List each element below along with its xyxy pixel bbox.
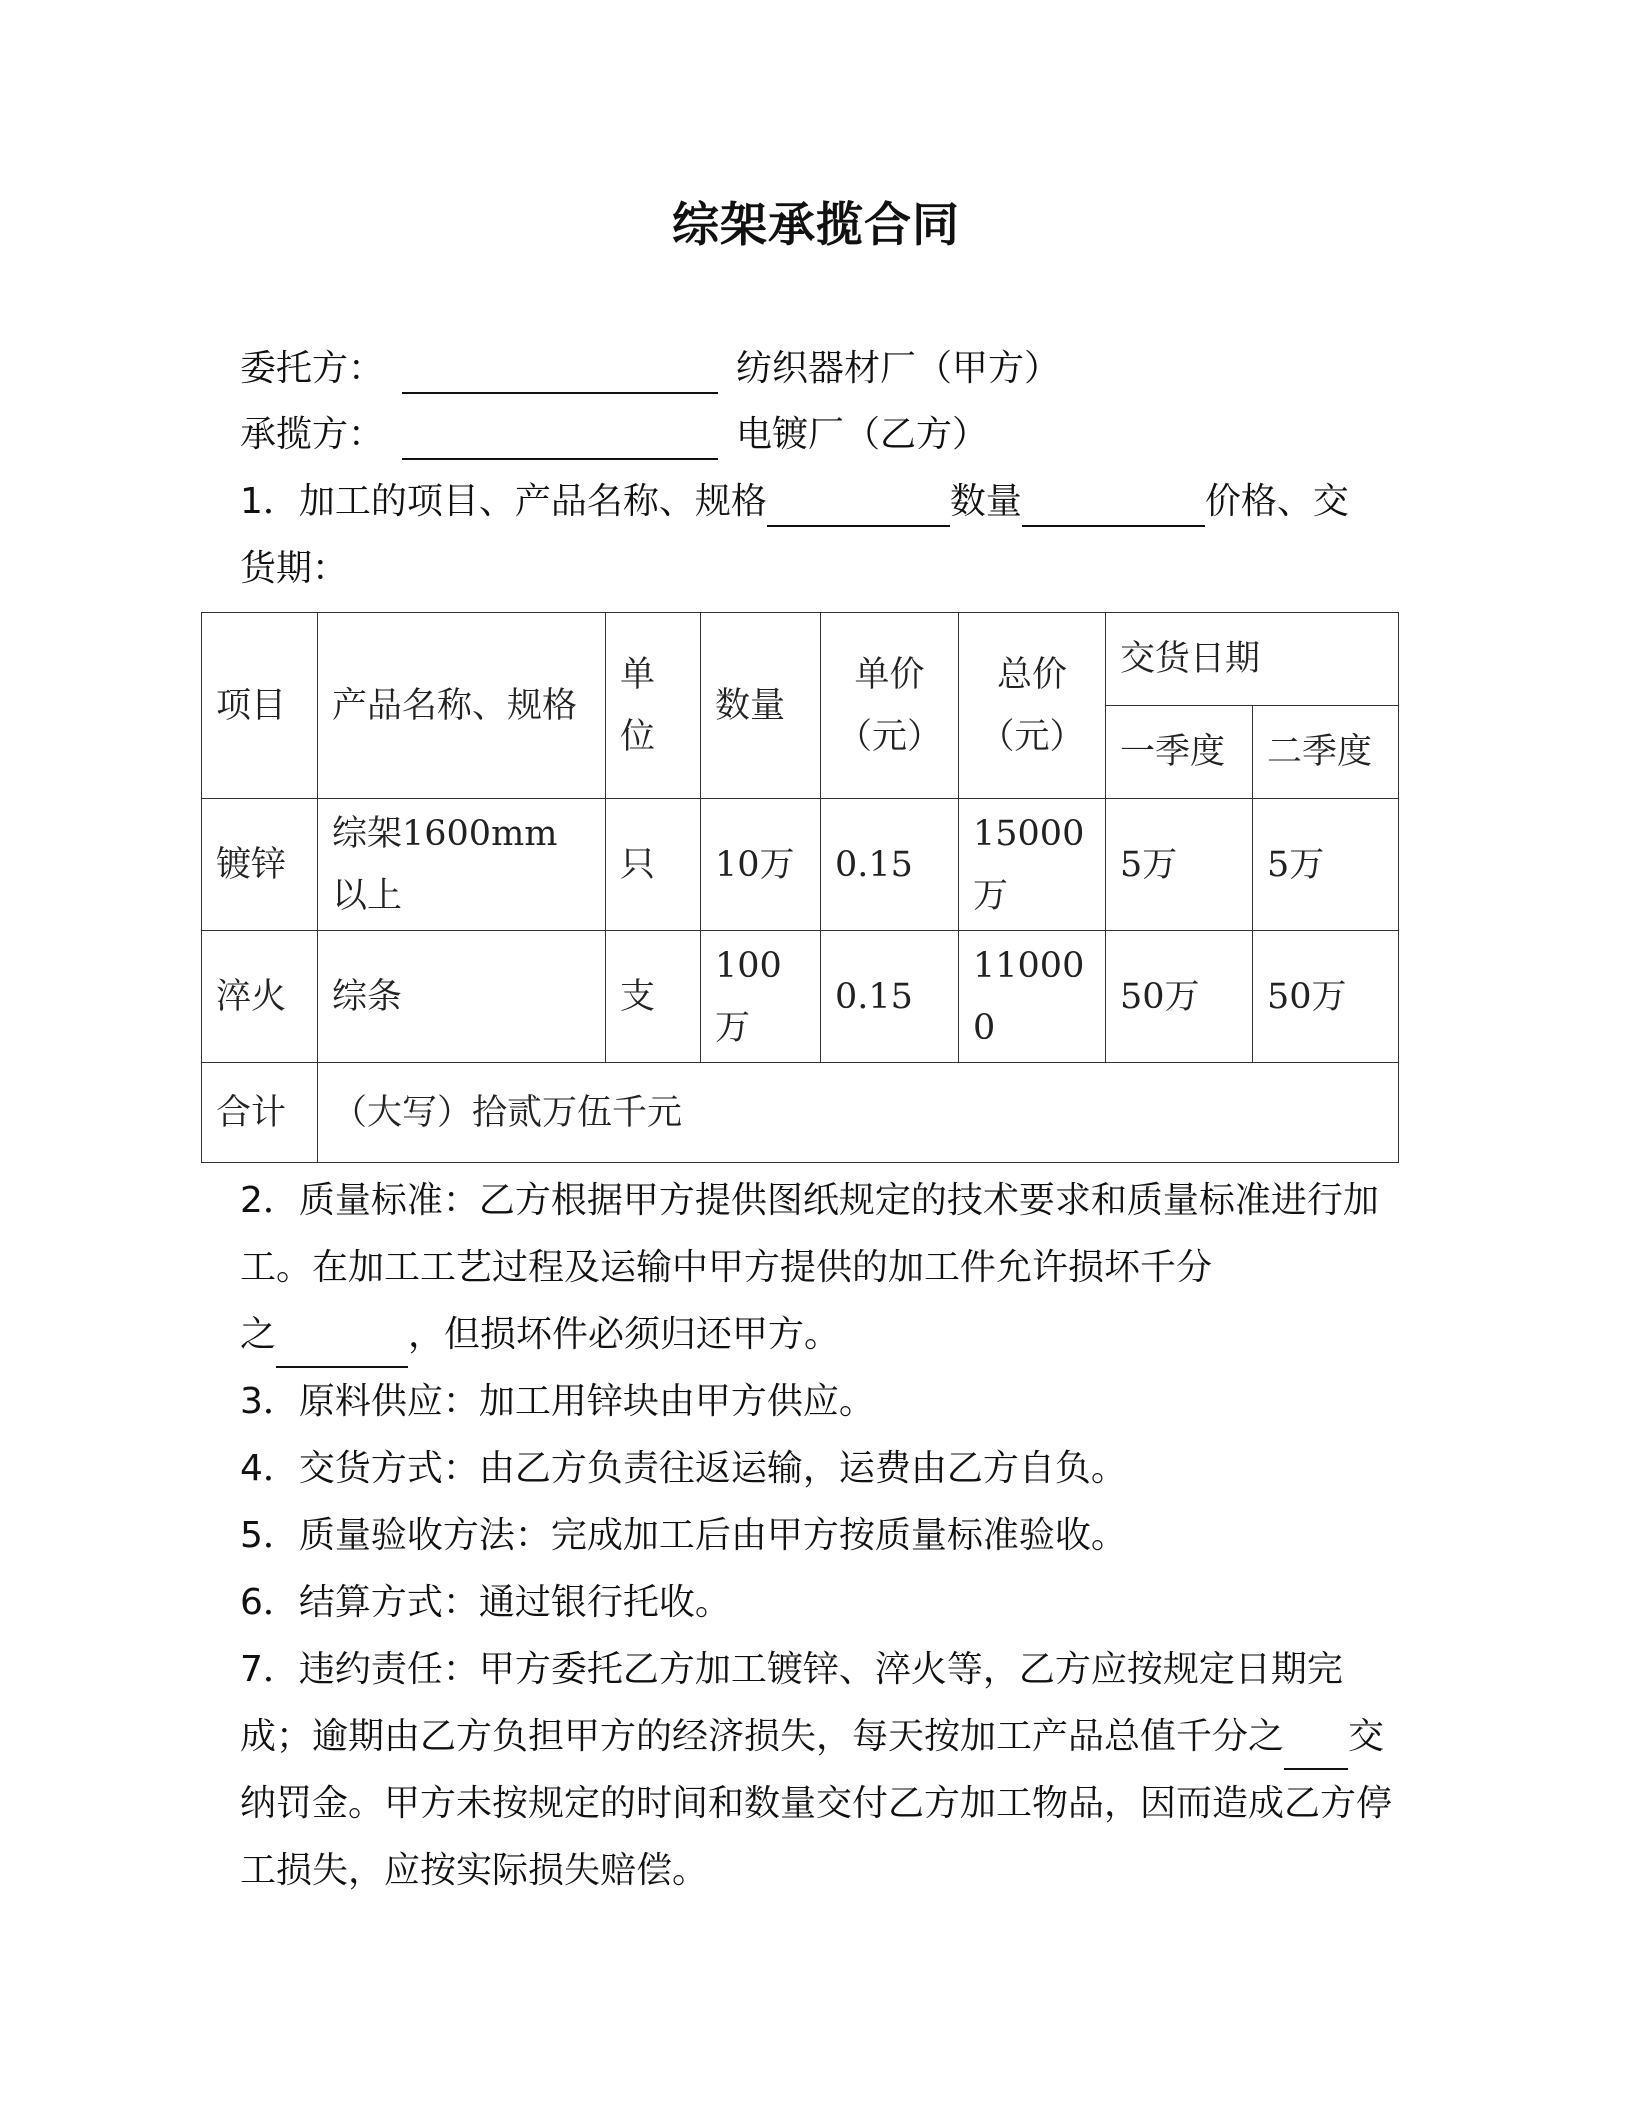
row2-unit: 支 — [606, 931, 701, 1063]
header-q1: 一季度 — [1106, 706, 1253, 799]
clause2-zhi: 之 — [240, 1314, 277, 1355]
row2-total: 110000 — [959, 931, 1106, 1063]
header-qty: 数量 — [701, 613, 821, 799]
clause1-part-a: 1．加工的项目、产品名称、规格 — [240, 481, 767, 522]
clause7 — [240, 1636, 1400, 1904]
penalty-rate-blank — [1284, 1728, 1348, 1770]
clause3: 3．原料供应：加工用锌块由甲方供应。 — [240, 1381, 875, 1422]
spec-blank — [767, 485, 950, 527]
document-title: 综架承揽合同 — [672, 198, 960, 253]
clause1-part-b: 数量 — [949, 481, 1022, 522]
table-total-row — [202, 1063, 1399, 1163]
row1-q2: 5万 — [1253, 799, 1399, 931]
contractor-value: 电镀厂（乙方） — [736, 414, 989, 455]
row1-item: 镀锌 — [202, 799, 318, 931]
row1-qty: 10万 — [701, 799, 821, 931]
total-label: 合计 — [202, 1063, 318, 1163]
clause7-text: 7．违约责任：甲方委托乙方加工镀锌、淬火等，乙方应按规定日期完成；逾期由乙方负担甲方的经济损失，每天按加工产品总值千分之 — [240, 1649, 1343, 1757]
header-total: 总价（元） — [959, 613, 1106, 799]
header-unit: 单位 — [606, 613, 701, 799]
header-delivery: 交货日期 — [1106, 613, 1399, 706]
damage-rate-blank — [276, 1326, 408, 1368]
row2-qty: 100万 — [701, 931, 821, 1063]
header-q2: 二季度 — [1253, 706, 1399, 799]
clause7-rest: 交纳罚金。甲方未按规定的时间和数量交付乙方加工物品，因而造成乙方停工损失，应按实际损失赔偿。 — [240, 1716, 1393, 1891]
clause2 — [240, 1167, 1400, 1368]
clause4: 4．交货方式：由乙方负责往返运输，运费由乙方自负。 — [240, 1448, 1127, 1489]
total-value: （大写）拾贰万伍千元 — [318, 1063, 1399, 1163]
contractor-line — [240, 410, 988, 460]
clause1-line — [240, 477, 1349, 527]
client-label: 委托方： — [240, 348, 385, 389]
clause6: 6．结算方式：通过银行托收。 — [240, 1582, 731, 1623]
clause2-text: 2．质量标准：乙方根据甲方提供图纸规定的技术要求和质量标准进行加工。在加工工艺过程及运输中甲方提供的加工件允许损坏千分 — [240, 1180, 1379, 1288]
row2-name: 综条 — [318, 931, 606, 1063]
clause5: 5．质量验收方法：完成加工后由甲方按质量标准验收。 — [240, 1515, 1127, 1556]
row2-item: 淬火 — [202, 931, 318, 1063]
row1-total: 15000万 — [959, 799, 1106, 931]
row1-q1: 5万 — [1106, 799, 1253, 931]
row2-q2: 50万 — [1253, 931, 1399, 1063]
row2-q1: 50万 — [1106, 931, 1253, 1063]
row1-name: 综架1600mm以上 — [318, 799, 606, 931]
client-blank — [402, 352, 718, 394]
clause1-part-c: 价格、交 — [1204, 481, 1349, 522]
contractor-label: 承揽方： — [240, 414, 385, 455]
client-value: 纺织器材厂（甲方） — [736, 348, 1061, 389]
row1-unit: 只 — [606, 799, 701, 931]
quantity-blank — [1022, 485, 1205, 527]
contractor-blank — [402, 418, 718, 460]
header-name: 产品名称、规格 — [318, 613, 606, 799]
row2-price: 0.15 — [821, 931, 959, 1063]
header-price: 单价（元） — [821, 613, 959, 799]
table-row — [202, 931, 1399, 1063]
clause1-cont: 货期： — [240, 548, 349, 589]
table-row — [202, 799, 1399, 931]
clause2-rest: ，但损坏件必须归还甲方。 — [408, 1314, 841, 1355]
header-item: 项目 — [202, 613, 318, 799]
contract-table — [201, 612, 1399, 1163]
client-line — [240, 344, 1060, 394]
row1-price: 0.15 — [821, 799, 959, 931]
